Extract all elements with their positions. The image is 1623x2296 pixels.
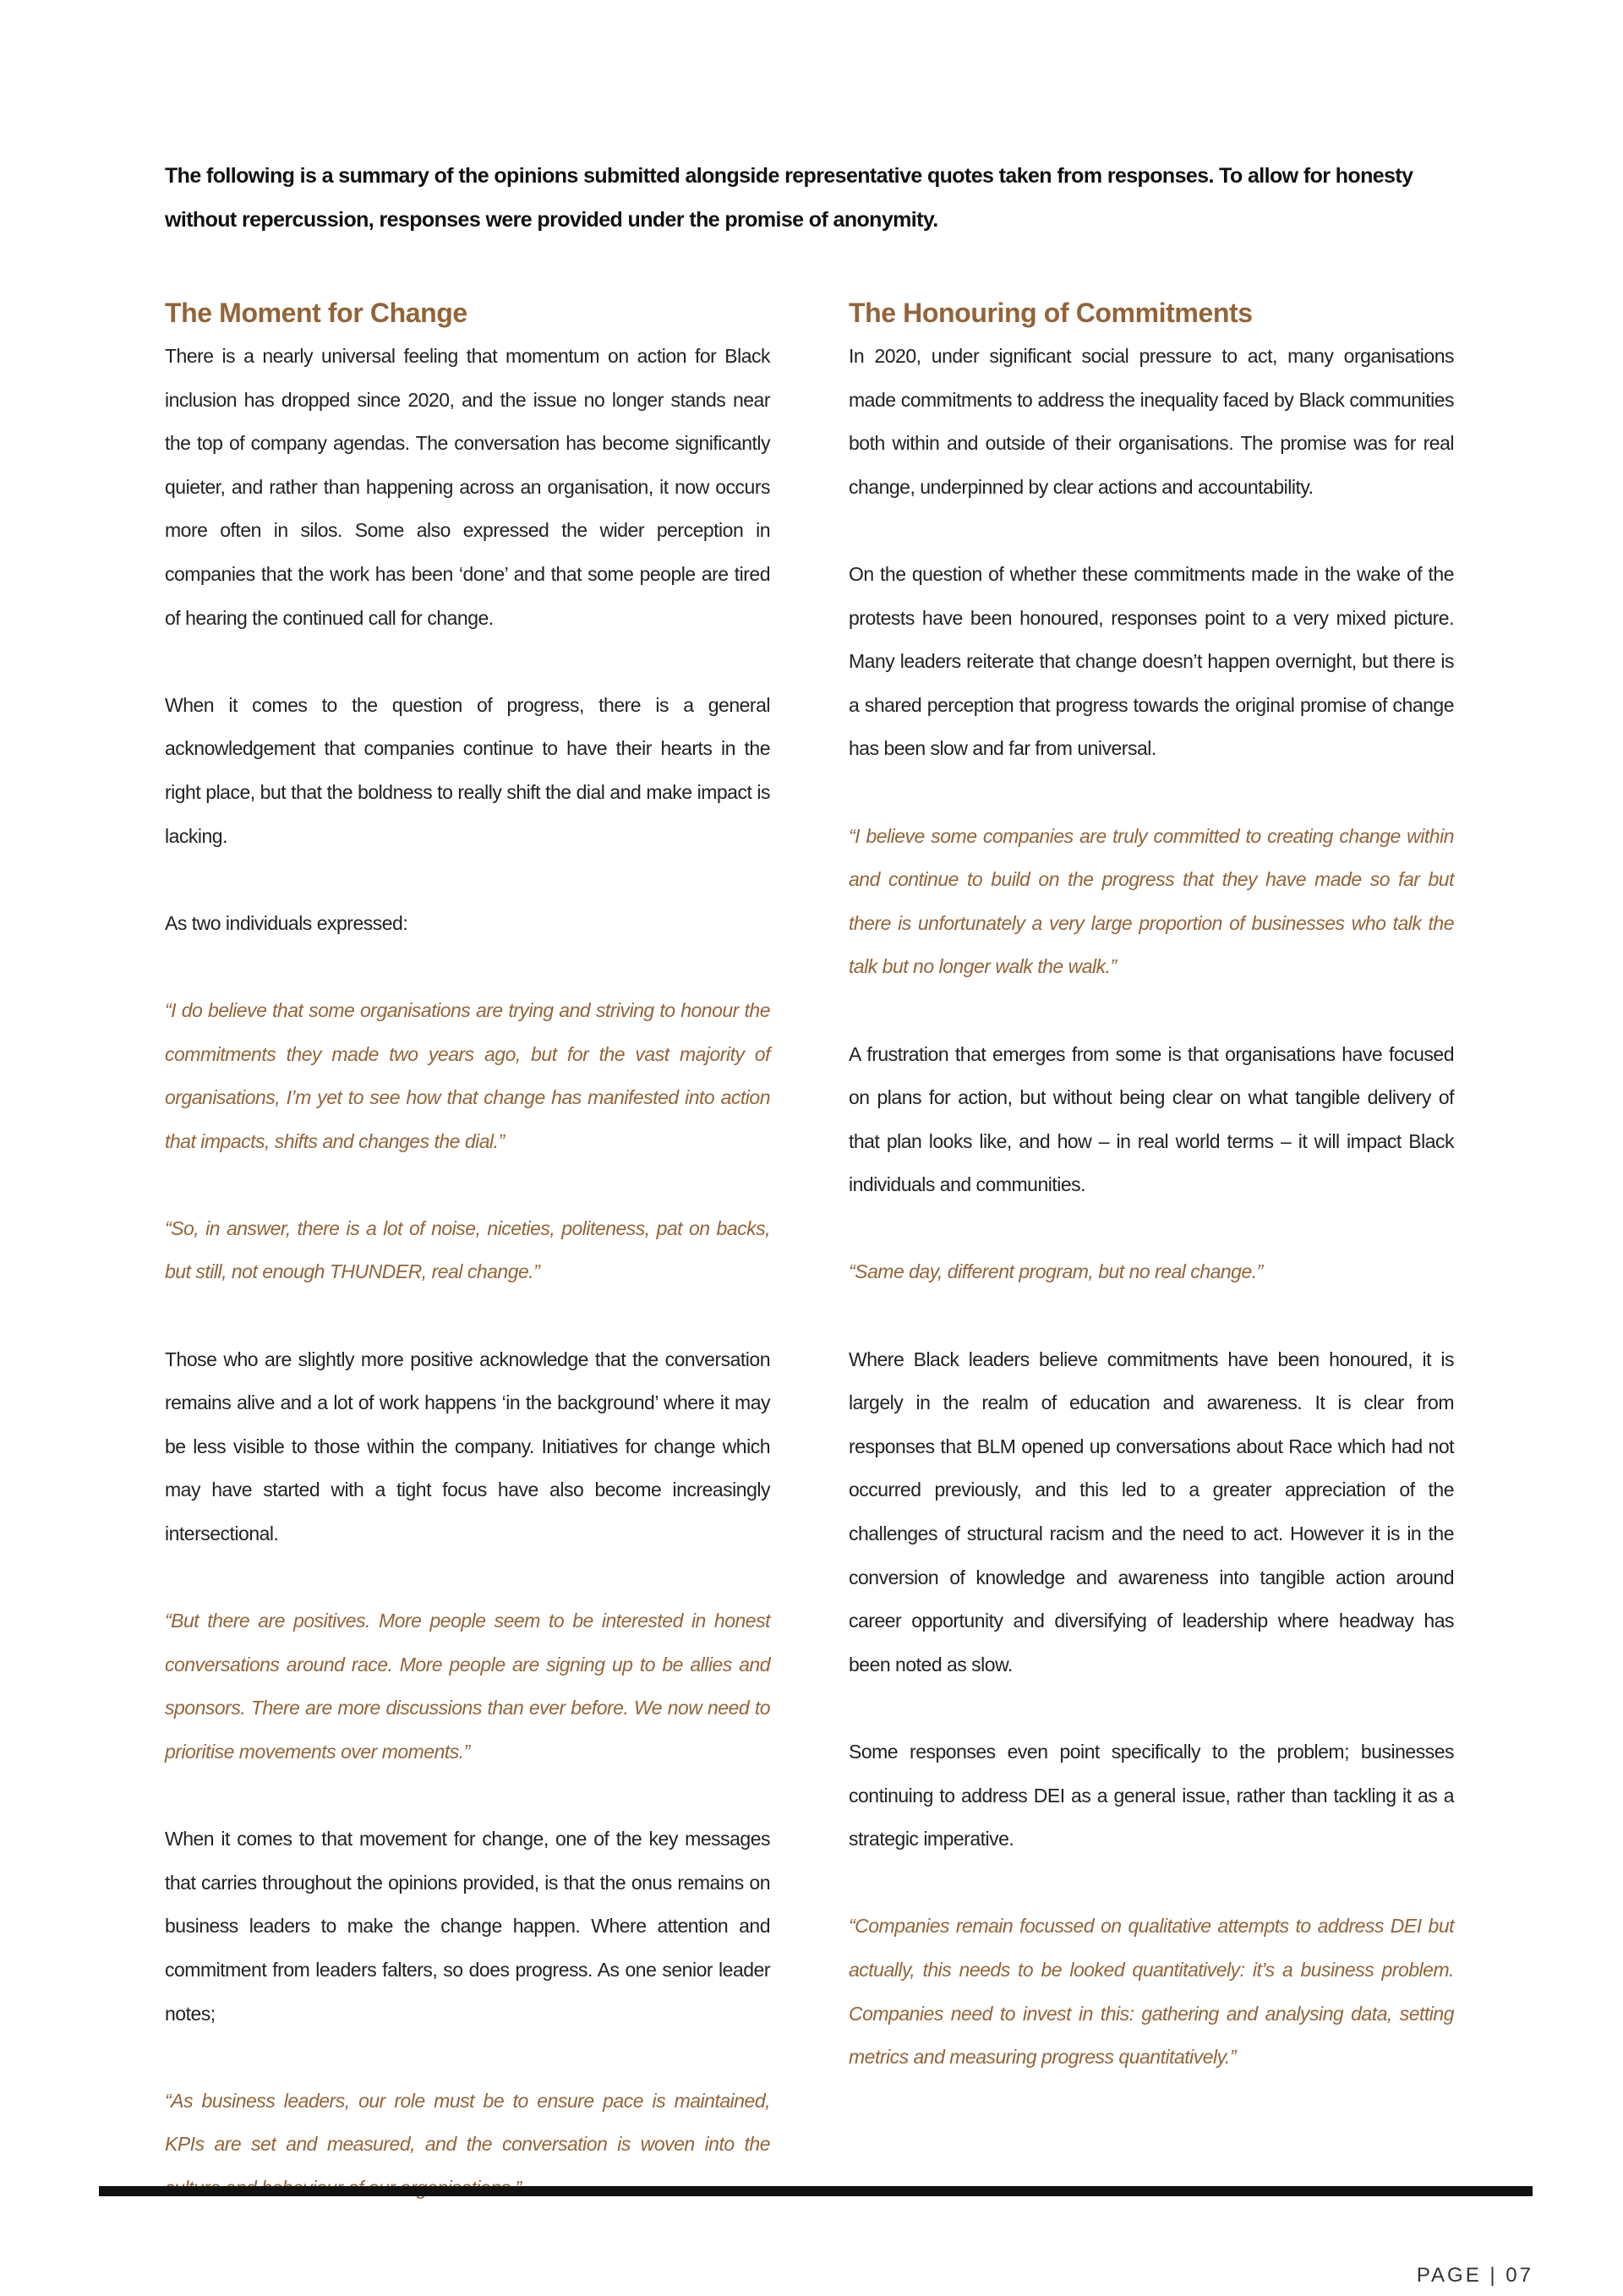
section-heading-honouring-of-commitments: The Honouring of Commitments (849, 298, 1253, 328)
page-number: PAGE | 07 (1416, 2264, 1533, 2287)
pull-quote: “I do believe that some organisations are trying and striving to honour the commitments they made two years ago, but for the vast majority of organisations, I’m yet to see how that change has manifested into action that impacts, shifts and changes the dial.” (165, 998, 770, 1152)
paragraph: Some responses even point specifically to the problem; businesses continuing to address DEI as a general issue, rather than tackling it as a strategic imperative. (849, 1741, 1454, 1850)
intro-summary: The following is a summary of the opinions submitted alongside representative quotes taken from responses. To allow for honesty without repercussion, responses were provided under the promise of anonymity. (165, 164, 1413, 232)
paragraph: In 2020, under significant social pressure to act, many organisations made commitments to address the inequality faced by Black communities both within and outside of their organisations. The promise was for real change, underpinned by clear actions and accountability. (849, 345, 1454, 498)
pull-quote: “But there are positives. More people seem to be interested in honest conversations around race. More people are signing up to be allies and sponsors. There are more discussions than ever before. We now need to prioritise movements over moments.” (165, 1610, 770, 1763)
paragraph: Those who are slightly more positive acknowledge that the conversation remains alive and a lot of work happens ‘in the background’ where it may be less visible to those within the company. Initiatives for change which may have started with a tight focus have also become increasingly intersectional. (165, 1348, 770, 1545)
paragraph: When it comes to that movement for change, one of the key messages that carries throughout the opinions provided, is that the onus remains on business leaders to make the change happen. Where attention and commitment from leaders falters, so does progress. As one senior leader notes; (165, 1828, 770, 2025)
paragraph: On the question of whether these commitments made in the wake of the protests have been honoured, responses point to a very mixed picture. Many leaders reiterate that change doesn’t happen overnight, but there is a shared perception that progress towards the original promise of change has been slow and far from universal. (849, 562, 1454, 760)
right-column (849, 291, 1454, 2123)
paragraph: A frustration that emerges from some is that organisations have focused on plans for action, but without being clear on what tangible delivery of that plan looks like, and how – in real world terms – it will impact Black individuals and communities. (849, 1042, 1454, 1196)
section-heading-moment-for-change: The Moment for Change (165, 298, 467, 328)
paragraph: Where Black leaders believe commitments have been honoured, it is largely in the realm of education and awareness. It is clear from responses that BLM opened up conversations about Race which had not occurred previously, and this led to a greater appreciation of the challenges of structural racism and the need to act. However it is in the conversion of knowledge and awareness into tangible action around career opportunity and diversifying of leadership where headway has been noted as slow. (849, 1348, 1454, 1676)
pull-quote: “I believe some companies are truly committed to creating change within and continue to build on the progress that they have made so far but there is unfortunately a very large proportion of businesses who talk the talk but no longer walk the walk.” (849, 824, 1454, 978)
pull-quote: “Companies remain focussed on qualitative attempts to address DEI but actually, this needs to be looked quantitatively: it’s a business problem. Companies need to invest in this: gathering and analysing data, setting metrics and measuring progress quantitatively.” (849, 1915, 1454, 2069)
left-column (165, 291, 770, 2254)
paragraph: When it comes to the question of progress, there is a general acknowledgement that companies continue to have their hearts in the right place, but that the boldness to really shift the dial and make impact is lacking. (165, 693, 770, 847)
paragraph: As two individuals expressed: (165, 911, 408, 934)
pull-quote: “So, in answer, there is a lot of noise, niceties, politeness, pat on backs, but still, not enough THUNDER, real change.” (165, 1216, 770, 1283)
footer-rule (99, 2186, 1533, 2196)
paragraph: There is a nearly universal feeling that momentum on action for Black inclusion has dropped since 2020, and the issue no longer stands near the top of company agendas. The conversation has become significantly quieter, and rather than happening across an organisation, it now occurs more often in silos. Some also expressed the wider perception in companies that the work has been ‘done’ and that some people are tired of hearing the continued call for change. (165, 345, 770, 629)
pull-quote: “Same day, different program, but no real change.” (849, 1260, 1263, 1283)
pull-quote: “As business leaders, our role must be to ensure pace is maintained, KPIs are set and measured, and the conversation is woven into the (165, 2089, 770, 2156)
